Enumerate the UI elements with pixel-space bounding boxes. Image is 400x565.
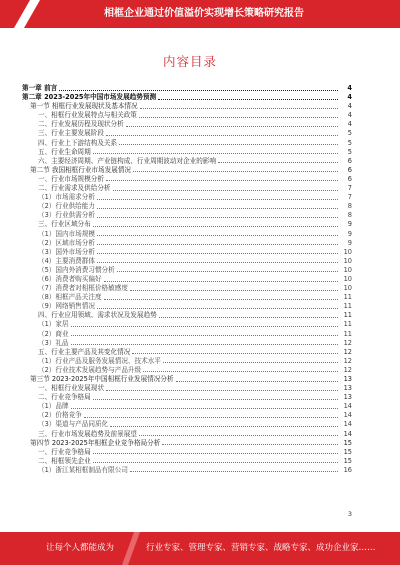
toc-entry[interactable] <box>22 239 352 248</box>
toc-entry-title: 四、行业应用领域、需求状况及发展趋势 <box>38 311 157 320</box>
dot-leader <box>104 299 338 300</box>
toc-entry-page: 11 <box>343 293 352 302</box>
dot-leader <box>133 171 338 172</box>
toc-entry-page: 14 <box>343 411 352 420</box>
toc-entry-title: 六、主要经济周期、产业链构成、行业周期波动对企业的影响 <box>38 156 217 165</box>
toc-entry-title: （2）价格竞争 <box>38 411 82 420</box>
toc-entry-title: 二、行业需求及供给分析 <box>38 184 111 193</box>
table-of-contents <box>22 84 352 475</box>
footer-banner <box>0 532 400 565</box>
toc-entry[interactable] <box>22 284 352 293</box>
toc-entry-page: 15 <box>343 456 352 465</box>
toc-entry[interactable] <box>22 102 352 111</box>
dot-leader <box>71 344 338 345</box>
dot-leader <box>97 199 338 200</box>
toc-entry-title: （2）行业供给能力 <box>38 202 95 211</box>
toc-entry-page: 5 <box>347 147 352 156</box>
toc-entry-page: 10 <box>343 284 352 293</box>
toc-entry[interactable] <box>22 157 352 166</box>
dot-leader <box>218 162 338 163</box>
dot-leader <box>93 453 338 454</box>
toc-entry-page: 6 <box>347 156 352 165</box>
toc-entry-page: 14 <box>343 420 352 429</box>
toc-entry-title: 第四节 2023-2025年相框企业竞争格局分析 <box>30 438 161 447</box>
toc-entry-page: 11 <box>343 329 352 338</box>
dot-leader <box>139 117 338 118</box>
dot-leader <box>162 444 338 445</box>
toc-entry[interactable] <box>22 311 352 320</box>
toc-entry-title: 四、行业上下游结构及关系 <box>38 138 118 147</box>
toc-entry[interactable] <box>22 111 352 120</box>
dot-leader <box>139 435 338 436</box>
dot-leader <box>143 371 338 372</box>
dot-leader <box>97 262 338 263</box>
dot-leader <box>106 180 338 181</box>
toc-entry[interactable] <box>22 230 352 239</box>
toc-entry-title: （1）浙江某相框制品有限公司 <box>38 465 128 474</box>
toc-entry-title: 二、行业发展历程及现状分析 <box>38 120 124 129</box>
dot-leader <box>163 362 338 363</box>
toc-entry[interactable] <box>22 275 352 284</box>
dot-leader <box>159 317 338 318</box>
toc-entry-page: 7 <box>347 184 352 193</box>
toc-entry[interactable] <box>22 439 352 448</box>
toc-entry-title: 五、行业主要产品及其变化情况 <box>38 347 131 356</box>
toc-entry-page: 5 <box>347 138 352 147</box>
footer-diagonal-slash <box>118 532 148 565</box>
dot-leader <box>176 381 338 382</box>
toc-entry[interactable] <box>22 302 352 311</box>
toc-entry-title: （8）相框产品关注度 <box>38 293 102 302</box>
toc-entry-title: 第一节 相框行业发展现状及基本情况 <box>30 102 138 111</box>
toc-entry-title: （3）行业供需分析 <box>38 211 95 220</box>
toc-entry-title: （3）礼品 <box>38 338 69 347</box>
toc-entry-title: （1）市场需求分析 <box>38 193 95 202</box>
toc-heading: 内容目录 <box>162 54 217 69</box>
toc-entry-page: 11 <box>343 320 352 329</box>
dot-leader <box>93 399 338 400</box>
toc-entry-page: 10 <box>343 274 352 283</box>
toc-entry[interactable] <box>22 202 352 211</box>
toc-entry-page: 13 <box>343 375 352 383</box>
toc-entry-page: 13 <box>343 393 352 402</box>
dot-leader <box>93 153 338 154</box>
toc-entry[interactable] <box>22 129 352 138</box>
dot-leader <box>97 208 338 209</box>
toc-entry-title: （3）国外市场分析 <box>38 247 95 256</box>
toc-entry-page: 12 <box>343 347 352 356</box>
toc-entry-title: 第二章 2023-2025年中国市场发展趋势预测 <box>22 93 157 102</box>
dot-leader <box>59 90 338 91</box>
toc-entry[interactable] <box>22 166 352 175</box>
toc-entry-page: 8 <box>347 202 352 211</box>
dot-leader <box>97 308 338 309</box>
toc-entry-page: 15 <box>343 447 352 456</box>
toc-entry-title: 一、相框行业发展特点与相关政策 <box>38 111 137 120</box>
toc-entry-title: （1）行业产品及服务发展情况、技术水平 <box>38 356 161 365</box>
toc-entry-title: （7）消费者对相框价格敏感度 <box>38 284 128 293</box>
toc-entry[interactable] <box>22 184 352 193</box>
dot-leader <box>104 281 338 282</box>
toc-entry-page: 5 <box>347 129 352 138</box>
toc-entry-title: 二、行业竞争格局 <box>38 393 91 402</box>
toc-entry-page: 6 <box>347 165 352 174</box>
toc-entry-page: 4 <box>347 102 352 111</box>
dot-leader <box>97 253 338 254</box>
dot-leader <box>132 353 338 354</box>
toc-entry-page: 14 <box>343 402 352 411</box>
toc-entry-page: 6 <box>347 174 352 183</box>
toc-entry[interactable] <box>22 330 352 339</box>
toc-entry-page: 14 <box>343 429 352 438</box>
toc-entry[interactable] <box>22 193 352 202</box>
dot-leader <box>119 144 338 145</box>
footer-slogan-lead: 让每个人都能成为 <box>46 543 115 553</box>
toc-entry-title: 三、行业市场发展趋势及前景展望 <box>38 429 137 438</box>
toc-entry-page: 7 <box>347 193 352 202</box>
dot-leader <box>106 390 338 391</box>
toc-entry-title: 第三节 2023-2025年中国相框行业发展情况分析 <box>30 375 174 383</box>
dot-leader <box>93 226 338 227</box>
toc-entry[interactable] <box>22 248 352 257</box>
toc-entry-page: 4 <box>347 84 352 92</box>
toc-entry[interactable] <box>22 375 352 384</box>
toc-entry-title: 第二节 我国相框行业市场发展情况 <box>30 165 132 174</box>
toc-entry-title: 三、行业区域分布 <box>38 220 91 229</box>
toc-entry[interactable] <box>22 384 352 393</box>
dot-leader <box>158 99 338 100</box>
toc-entry-title: （1）国内市场规模 <box>38 229 95 238</box>
toc-entry[interactable] <box>22 320 352 329</box>
toc-entry[interactable] <box>22 84 352 93</box>
toc-entry[interactable] <box>22 357 352 366</box>
toc-entry-page: 9 <box>347 238 352 247</box>
toc-entry[interactable] <box>22 466 352 475</box>
footer-slogan-roles: 行业专家、管理专家、营销专家、战略专家、成功企业家…… <box>146 543 376 553</box>
dot-leader <box>113 190 338 191</box>
toc-entry[interactable] <box>22 393 352 402</box>
toc-entry-title: （3）渠道与产品同质化 <box>38 420 109 429</box>
toc-entry-page: 4 <box>347 120 352 129</box>
toc-entry-page: 4 <box>347 93 352 102</box>
toc-entry[interactable] <box>22 139 352 148</box>
toc-entry-page: 11 <box>343 302 352 311</box>
dot-leader <box>71 326 338 327</box>
toc-entry-page: 11 <box>343 311 352 320</box>
toc-entry-title: （4）主要消费群体 <box>38 256 95 265</box>
toc-entry-page: 4 <box>347 111 352 120</box>
toc-entry-page: 10 <box>343 247 352 256</box>
toc-entry[interactable] <box>22 366 352 375</box>
toc-entry-page: 8 <box>347 211 352 220</box>
toc-entry[interactable] <box>22 348 352 357</box>
dot-leader <box>97 217 338 218</box>
dot-leader <box>126 126 338 127</box>
toc-entry-title: （6）消费者购买偏好 <box>38 274 102 283</box>
toc-entry-title: （2）区域市场分析 <box>38 238 95 247</box>
toc-entry-page: 15 <box>343 438 352 447</box>
toc-entry-title: （1）品牌 <box>38 402 69 411</box>
dot-leader <box>93 462 338 463</box>
toc-entry-title: 一、相框行业发展现状 <box>38 384 104 393</box>
dot-leader <box>97 244 338 245</box>
dot-leader <box>110 426 338 427</box>
toc-entry-page: 9 <box>347 220 352 229</box>
toc-entry-page: 12 <box>343 356 352 365</box>
toc-entry[interactable] <box>22 402 352 411</box>
toc-entry-title: （1）家居 <box>38 320 69 329</box>
dot-leader <box>97 235 338 236</box>
toc-entry[interactable] <box>22 448 352 457</box>
dot-leader <box>130 471 338 472</box>
dot-leader <box>117 271 338 272</box>
toc-entry-title: 二、相框领先企业 <box>38 456 91 465</box>
toc-entry[interactable] <box>22 93 352 102</box>
dot-leader <box>84 417 338 418</box>
toc-entry-title: （5）国内外消费习惯分析 <box>38 265 115 274</box>
toc-entry-page: 13 <box>343 384 352 393</box>
toc-entry-page: 9 <box>347 229 352 238</box>
toc-entry-title: 三、行业主要发展阶段 <box>38 129 104 138</box>
toc-entry-title: 一、行业市场规模分析 <box>38 174 104 183</box>
toc-entry[interactable] <box>22 175 352 184</box>
toc-entry-title: 五、行业生命周期 <box>38 147 91 156</box>
toc-entry[interactable] <box>22 266 352 275</box>
toc-entry[interactable] <box>22 420 352 429</box>
page-number: 3 <box>347 510 352 518</box>
toc-entry[interactable] <box>22 339 352 348</box>
dot-leader <box>71 335 338 336</box>
toc-entry[interactable] <box>22 220 352 229</box>
toc-entry[interactable] <box>22 430 352 439</box>
toc-entry-title: （9）网络销售情况 <box>38 302 95 311</box>
toc-entry-title: （2）行业技术发展趋势与产品升级 <box>38 365 142 374</box>
dot-leader <box>71 408 338 409</box>
toc-entry[interactable] <box>22 257 352 266</box>
toc-entry[interactable] <box>22 457 352 466</box>
report-title: 相框企业通过价值溢价实现增长策略研究报告 <box>104 8 304 19</box>
report-header <box>0 0 400 28</box>
toc-entry[interactable] <box>22 148 352 157</box>
toc-entry-page: 12 <box>343 338 352 347</box>
toc-entry-page: 10 <box>343 256 352 265</box>
toc-entry-title: （2）商业 <box>38 329 69 338</box>
toc-entry-title: 一、行业竞争格局 <box>38 447 91 456</box>
dot-leader <box>140 108 338 109</box>
toc-entry-page: 16 <box>343 465 352 474</box>
toc-entry-page: 12 <box>343 365 352 374</box>
dot-leader <box>106 135 338 136</box>
dot-leader <box>130 290 338 291</box>
toc-entry-page: 10 <box>343 265 352 274</box>
toc-entry-title: 第一章 前言 <box>22 84 58 92</box>
toc-entry[interactable] <box>22 293 352 302</box>
